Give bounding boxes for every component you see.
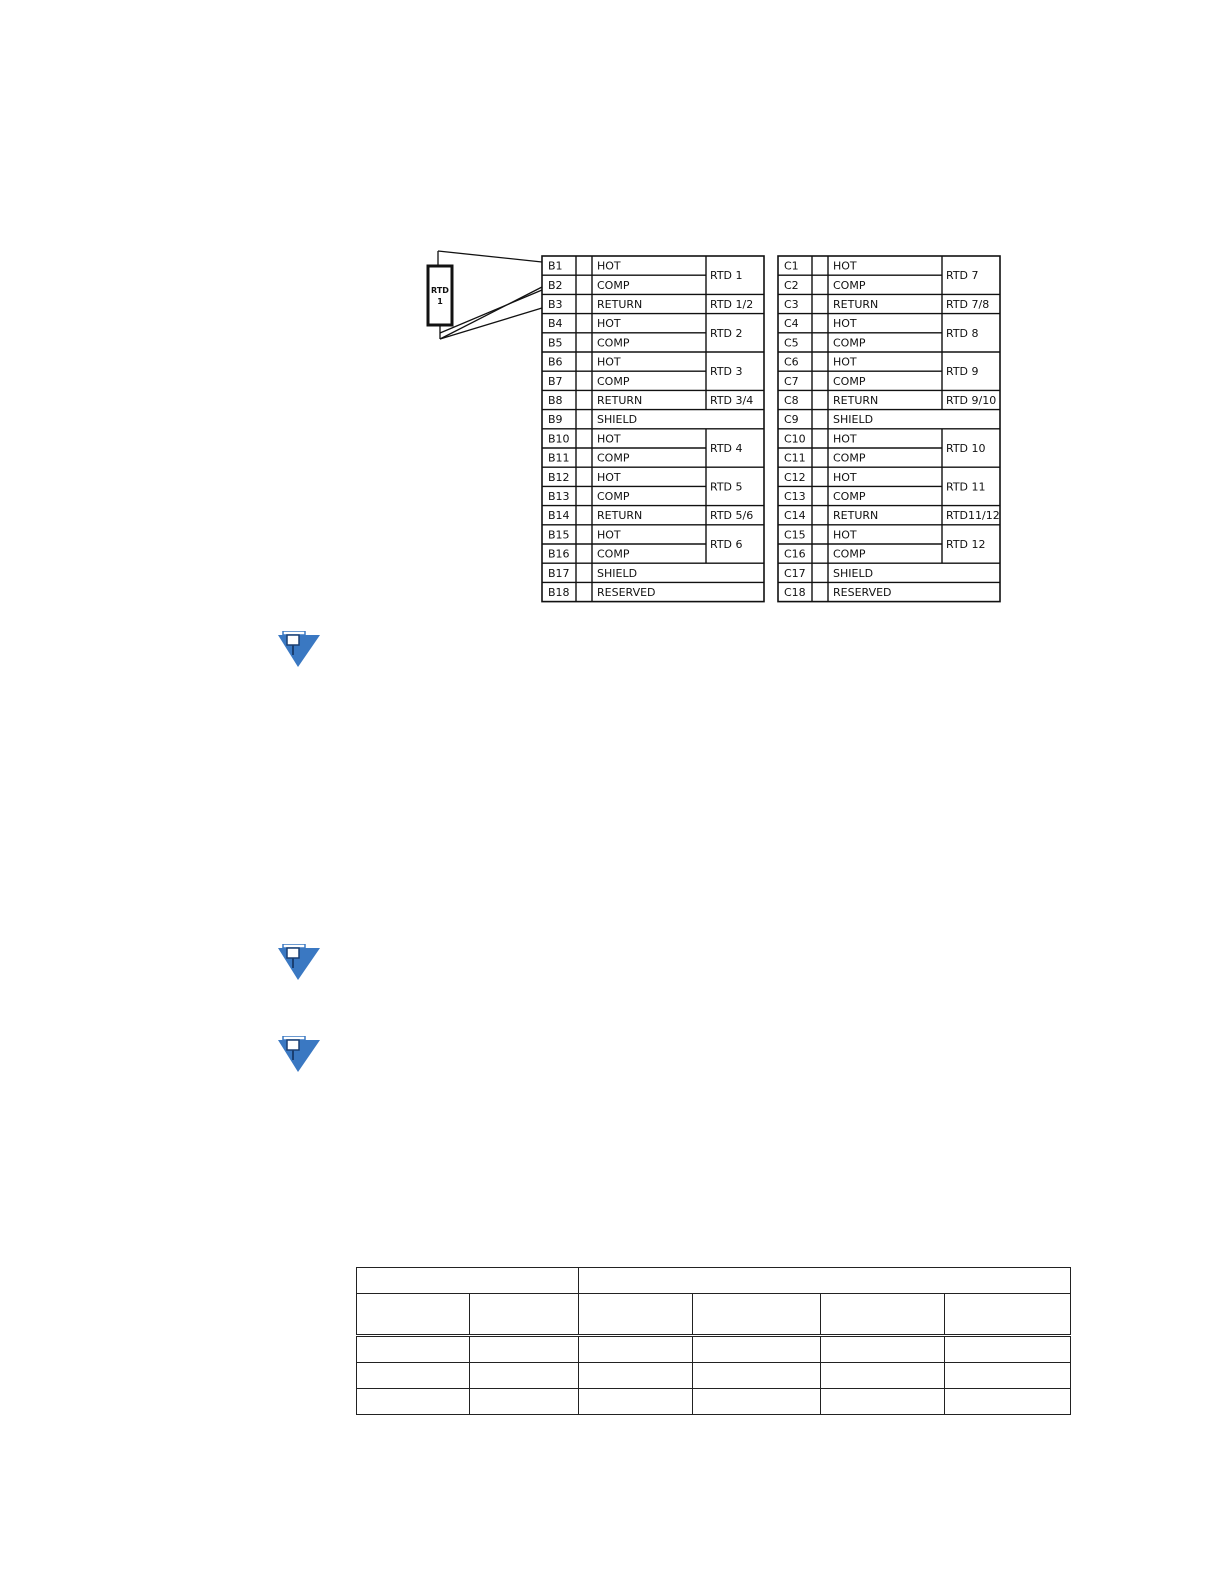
block-c-terminal-number: C12 xyxy=(784,470,806,484)
block-b-group-label: RTD 5 xyxy=(710,480,743,494)
table-cell xyxy=(945,1363,1071,1389)
block-c-terminal-function: RETURN xyxy=(833,298,879,311)
block-b-group-label: RTD 3/4 xyxy=(710,394,754,407)
block-b-terminal-function: HOT xyxy=(597,317,621,331)
block-b-terminal-number: B16 xyxy=(548,547,570,561)
table-cell xyxy=(693,1389,821,1415)
table-cell xyxy=(470,1294,579,1336)
block-b-terminal-function: COMP xyxy=(597,374,630,388)
block-c-terminal-function: HOT xyxy=(833,528,857,542)
block-b-terminal-function: COMP xyxy=(597,547,630,561)
block-b-terminal-number: B10 xyxy=(548,432,570,446)
table-row xyxy=(357,1336,1071,1363)
block-b-terminal-function: HOT xyxy=(597,432,621,446)
table-cell xyxy=(357,1336,470,1363)
block-c-group-label: RTD 9 xyxy=(946,365,979,379)
table-cell xyxy=(357,1268,579,1294)
block-b-terminal-number: B11 xyxy=(548,451,570,465)
block-c-terminal-number: C11 xyxy=(784,451,806,465)
block-b-terminal-number: B15 xyxy=(548,528,570,542)
block-b-terminal-number: B3 xyxy=(548,298,563,311)
block-c-terminal-number: C7 xyxy=(784,374,799,388)
table-cell xyxy=(579,1294,693,1336)
block-b-group-label: RTD 5/6 xyxy=(710,509,754,523)
block-b-terminal-function: HOT xyxy=(597,355,621,369)
table-cell xyxy=(579,1363,693,1389)
block-c-terminal-function: COMP xyxy=(833,490,866,503)
block-c-terminal-number: C4 xyxy=(784,317,799,331)
table-cell xyxy=(693,1294,821,1336)
terminal-block-c xyxy=(778,256,1000,602)
block-b-group-label: RTD 4 xyxy=(710,442,743,455)
table-cell xyxy=(693,1336,821,1363)
block-c-terminal-number: C16 xyxy=(784,547,806,561)
table-cell xyxy=(470,1336,579,1363)
block-b-terminal-number: B1 xyxy=(548,259,563,273)
rtd-symbol-number: 1 xyxy=(437,297,443,306)
block-c-group-label: RTD 10 xyxy=(946,442,986,455)
note-icon xyxy=(276,631,322,667)
block-c-terminal-function: HOT xyxy=(833,470,857,484)
block-c-terminal-function: HOT xyxy=(833,317,857,331)
table-cell xyxy=(821,1336,945,1363)
block-b-terminal-function: RETURN xyxy=(597,509,643,523)
block-b-group-label: RTD 2 xyxy=(710,326,743,340)
block-c-terminal-function: SHIELD xyxy=(833,413,874,427)
block-b-terminal-number: B13 xyxy=(548,490,570,503)
block-b-group-label: RTD 3 xyxy=(710,365,743,379)
table-cell xyxy=(579,1389,693,1415)
block-b-terminal-function: COMP xyxy=(597,451,630,465)
block-c-terminal-function: HOT xyxy=(833,355,857,369)
table-cell xyxy=(821,1389,945,1415)
block-c-group-label: RTD 7/8 xyxy=(946,298,990,311)
table-row xyxy=(357,1363,1071,1389)
block-b-terminal-function: COMP xyxy=(597,336,630,350)
block-c-terminal-function: RETURN xyxy=(833,509,879,523)
block-b-terminal-number: B9 xyxy=(548,413,563,427)
block-b-terminal-number: B5 xyxy=(548,336,563,350)
block-c-terminal-number: C6 xyxy=(784,355,799,369)
block-b-terminal-function: SHIELD xyxy=(597,413,638,427)
table-cell xyxy=(579,1336,693,1363)
rtd-wiring-diagram xyxy=(0,0,1224,620)
table-cell xyxy=(945,1336,1071,1363)
block-c-terminal-function: COMP xyxy=(833,374,866,388)
block-b-terminal-number: B8 xyxy=(548,394,563,407)
block-b-terminal-function: HOT xyxy=(597,259,621,273)
block-c-group-label: RTD 9/10 xyxy=(946,394,997,407)
terminal-block-b xyxy=(542,256,764,602)
table-cell xyxy=(470,1363,579,1389)
block-b-terminal-number: B2 xyxy=(548,278,563,292)
block-c-group-label: RTD 7 xyxy=(946,269,979,283)
block-c-terminal-number: C17 xyxy=(784,566,806,580)
table-cell xyxy=(821,1294,945,1336)
block-c-terminal-function: SHIELD xyxy=(833,566,874,580)
block-b-terminal-function: RETURN xyxy=(597,298,643,311)
block-b-terminal-function: HOT xyxy=(597,470,621,484)
block-c-terminal-number: C3 xyxy=(784,298,799,311)
block-b-terminal-number: B4 xyxy=(548,317,563,331)
data-table xyxy=(356,1267,1071,1415)
table-cell xyxy=(945,1389,1071,1415)
block-b-group-label: RTD 1/2 xyxy=(710,298,754,311)
block-c-terminal-function: HOT xyxy=(833,259,857,273)
block-c-group-label: RTD 8 xyxy=(946,326,979,340)
block-b-group-label: RTD 1 xyxy=(710,269,743,283)
block-b-terminal-number: B17 xyxy=(548,566,570,580)
table-header-row xyxy=(357,1268,1071,1294)
block-c-group-label: RTD 11 xyxy=(946,480,986,494)
block-c-terminal-number: C14 xyxy=(784,509,806,523)
table-subheader-row xyxy=(357,1294,1071,1336)
block-c-terminal-number: C10 xyxy=(784,432,806,446)
block-c-terminal-number: C2 xyxy=(784,278,799,292)
table-cell xyxy=(357,1389,470,1415)
block-c-terminal-number: C15 xyxy=(784,528,806,542)
block-b-terminal-number: B14 xyxy=(548,509,570,523)
table-cell xyxy=(579,1268,1071,1294)
block-b-group-label: RTD 6 xyxy=(710,538,743,551)
block-c-group-label: RTD11/12 xyxy=(946,509,1000,523)
table-cell xyxy=(821,1363,945,1389)
block-c-terminal-number: C18 xyxy=(784,586,806,599)
block-b-terminal-number: B18 xyxy=(548,586,570,599)
block-c-terminal-number: C9 xyxy=(784,413,799,427)
note-icon xyxy=(276,1036,322,1072)
block-c-terminal-function: COMP xyxy=(833,336,866,350)
block-b-terminal-number: B12 xyxy=(548,470,570,484)
block-b-terminal-number: B7 xyxy=(548,374,563,388)
block-c-terminal-number: C1 xyxy=(784,259,799,273)
block-b-terminal-function: RESERVED xyxy=(597,586,656,599)
block-c-terminal-number: C5 xyxy=(784,336,799,350)
block-b-terminal-function: SHIELD xyxy=(597,566,638,580)
block-c-terminal-function: RETURN xyxy=(833,394,879,407)
block-c-terminal-number: C13 xyxy=(784,490,806,503)
block-c-terminal-function: COMP xyxy=(833,547,866,561)
table-cell xyxy=(357,1294,470,1336)
block-c-terminal-number: C8 xyxy=(784,394,799,407)
block-b-terminal-function: COMP xyxy=(597,490,630,503)
block-c-terminal-function: COMP xyxy=(833,278,866,292)
note-icon xyxy=(276,944,322,980)
table-cell xyxy=(693,1363,821,1389)
table-cell xyxy=(470,1389,579,1415)
block-c-terminal-function: RESERVED xyxy=(833,586,892,599)
block-b-terminal-function: COMP xyxy=(597,278,630,292)
block-b-terminal-number: B6 xyxy=(548,355,563,369)
block-b-terminal-function: HOT xyxy=(597,528,621,542)
rtd-symbol-label: RTD xyxy=(431,286,449,295)
table-cell xyxy=(945,1294,1071,1336)
table-cell xyxy=(357,1363,470,1389)
block-b-terminal-function: RETURN xyxy=(597,394,643,407)
block-c-terminal-function: COMP xyxy=(833,451,866,465)
table-row xyxy=(357,1389,1071,1415)
block-c-group-label: RTD 12 xyxy=(946,538,986,551)
rtd-sensor-symbol xyxy=(428,251,542,339)
block-c-terminal-function: HOT xyxy=(833,432,857,446)
